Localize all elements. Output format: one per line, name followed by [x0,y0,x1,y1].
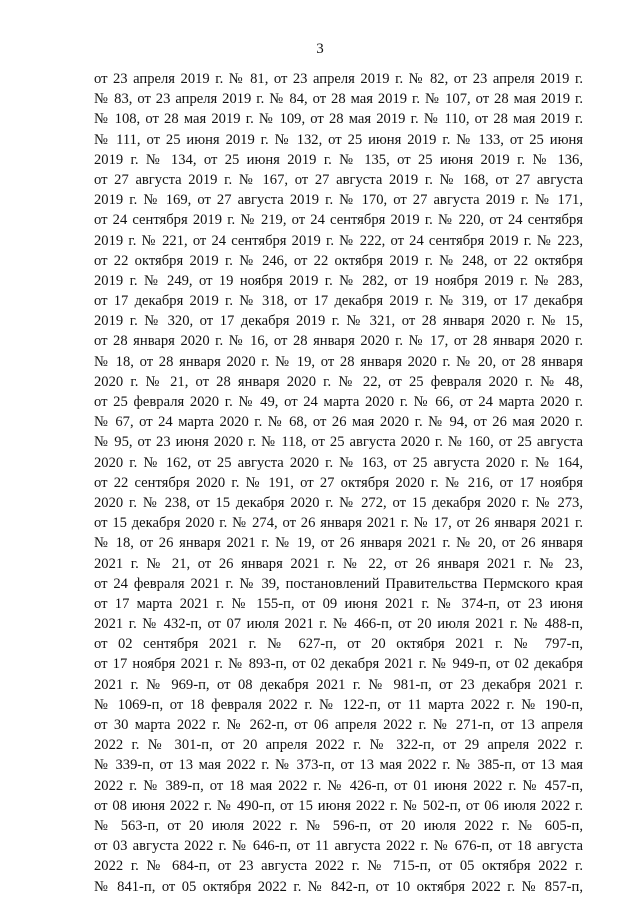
text-line: от 30 марта 2022 г. № 262-п, от 06 апреля 2022 г. № 271-п, от 13 апреля [94,717,583,733]
text-line: № 563-п, от 20 июля 2022 г. № 596-п, от 20 июля 2022 г. № 605-п, [94,817,583,834]
text-line: № 67, от 24 марта 2020 г. № 68, от 26 мая 2020 г. № 94, от 26 мая 2020 г. [94,414,583,431]
text-line: 2022 г. № 389-п, от 18 мая 2022 г. № 426-п, от 01 июня 2022 г. № 457-п, [94,777,583,794]
text-line: от 23 апреля 2019 г. № 81, от 23 апреля 2019 г. № 82, от 23 апреля 2019 г. [94,71,583,87]
text-line: 2020 г. № 162, от 25 августа 2020 г. № 163, от 25 августа 2020 г. № 164, [94,454,583,471]
text-line: № 111, от 25 июня 2019 г. № 132, от 25 июня 2019 г. № 133, от 25 июня [94,131,583,148]
text-line: 2022 г. № 301-п, от 20 апреля 2022 г. № 322-п, от 29 апреля 2022 г. [94,737,583,754]
text-line: от 25 февраля 2020 г. № 49, от 24 марта 2020 г. № 66, от 24 марта 2020 г. [94,394,583,410]
text-line: № 18, от 26 января 2021 г. № 19, от 26 января 2021 г. № 20, от 26 января [94,535,583,552]
text-line: 2019 г. № 134, от 25 июня 2019 г. № 135, от 25 июня 2019 г. № 136, [94,151,583,168]
text-line: № 1069-п, от 18 февраля 2022 г. № 122-п, от 11 марта 2022 г. № 190-п, [94,696,583,713]
text-line: 2019 г. № 320, от 17 декабря 2019 г. № 321, от 28 января 2020 г. № 15, [94,313,583,330]
text-line: 2020 г. № 21, от 28 января 2020 г. № 22, от 25 февраля 2020 г. № 48, [94,373,583,390]
text-line: от 27 августа 2019 г. № 167, от 27 августа 2019 г. № 168, от 27 августа [94,171,583,188]
text-line: 2019 г. № 169, от 27 августа 2019 г. № 170, от 27 августа 2019 г. № 171, [94,192,583,209]
text-line: от 24 февраля 2021 г. № 39, постановлений Правительства Пермского края [94,575,583,592]
text-line: от 17 декабря 2019 г. № 318, от 17 декабря 2019 г. № 319, от 17 декабря [94,293,583,310]
text-line: от 24 сентября 2019 г. № 219, от 24 сентября 2019 г. № 220, от 24 сентября [94,212,583,229]
text-line: от 15 декабря 2020 г. № 274, от 26 января 2021 г. № 17, от 26 января 2021 г. [94,515,583,532]
text-line: № 95, от 23 июня 2020 г. № 118, от 25 августа 2020 г. № 160, от 25 августа [94,434,583,451]
text-line: 2020 г. № 238, от 15 декабря 2020 г. № 272, от 15 декабря 2020 г. № 273, [94,494,583,511]
text-line: № 18, от 28 января 2020 г. № 19, от 28 января 2020 г. № 20, от 28 января [94,353,583,370]
text-line: № 83, от 23 апреля 2019 г. № 84, от 28 мая 2019 г. № 107, от 28 мая 2019 г. [94,91,583,108]
text-line: от 22 сентября 2020 г. № 191, от 27 октября 2020 г. № 216, от 17 ноября [94,474,583,491]
text-line: от 22 октября 2019 г. № 246, от 22 октября 2019 г. № 248, от 22 октября [94,252,583,269]
text-line: 2019 г. № 221, от 24 сентября 2019 г. № 222, от 24 сентября 2019 г. № 223, [94,232,583,249]
text-line: от 03 августа 2022 г. № 646-п, от 11 августа 2022 г. № 676-п, от 18 августа [94,838,583,855]
text-line: 2019 г. № 249, от 19 ноября 2019 г. № 282, от 19 ноября 2019 г. № 283, [94,272,583,289]
text-line: № 339-п, от 13 мая 2022 г. № 373-п, от 13 мая 2022 г. № 385-п, от 13 мая [94,757,583,774]
text-line: от 02 сентября 2021 г. № 627-п, от 20 октября 2021 г. № 797-п, [94,636,583,653]
text-line: от 17 марта 2021 г. № 155-п, от 09 июня 2021 г. № 374-п, от 23 июня [94,595,583,612]
text-line: от 28 января 2020 г. № 16, от 28 января 2020 г. № 17, от 28 января 2020 г. [94,333,583,350]
text-line: от 08 июня 2022 г. № 490-п, от 15 июня 2022 г. № 502-п, от 06 июля 2022 г. [94,797,583,814]
page-number: 3 [316,41,324,57]
text-line: 2022 г. № 684-п, от 23 августа 2022 г. № 715-п, от 05 октября 2022 г. [94,858,583,875]
body-text [94,69,583,897]
text-line: № 841-п, от 05 октября 2022 г. № 842-п, от 10 октября 2022 г. № 857-п, [94,878,583,895]
text-line: от 17 ноября 2021 г. № 893-п, от 02 декабря 2021 г. № 949-п, от 02 декабря [94,656,583,673]
text-line: 2021 г. № 969-п, от 08 декабря 2021 г. № 981-п, от 23 декабря 2021 г. [94,676,583,693]
text-line: 2021 г. № 21, от 26 января 2021 г. № 22, от 26 января 2021 г. № 23, [94,555,583,572]
text-line: № 108, от 28 мая 2019 г. № 109, от 28 мая 2019 г. № 110, от 28 мая 2019 г. [94,111,583,128]
text-line: 2021 г. № 432-п, от 07 июля 2021 г. № 466-п, от 20 июля 2021 г. № 488-п, [94,616,583,633]
